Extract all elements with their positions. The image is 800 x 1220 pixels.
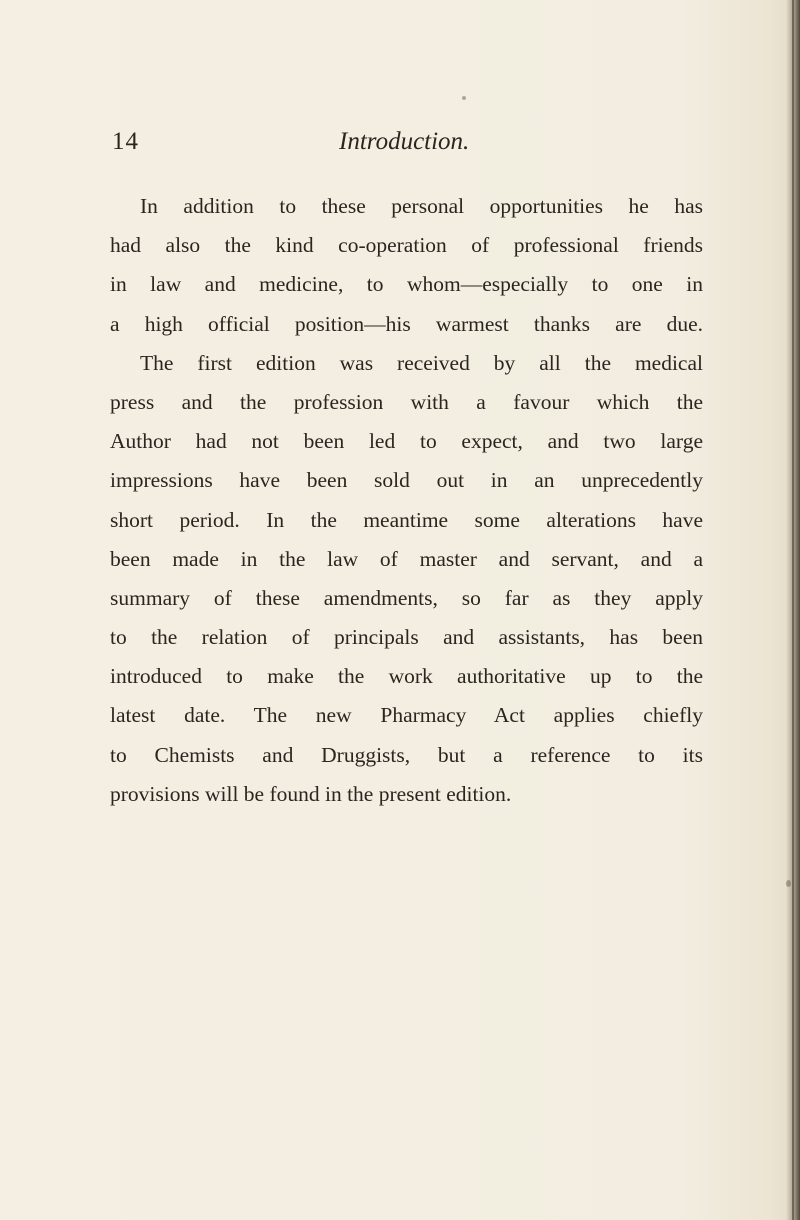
text-line: In addition to these personal opportunities he has	[140, 194, 703, 218]
page-edge-line	[792, 0, 794, 1220]
text-line: introduced to make the work authoritative up to the	[110, 664, 703, 689]
paragraph	[110, 344, 703, 814]
text-line: to the relation of principals and assistants, has been	[110, 625, 703, 650]
page-number: 14	[112, 128, 139, 155]
text-line: a high official position—his warmest thanks are due.	[110, 311, 703, 336]
paper-speck	[462, 96, 466, 100]
text-line: The first edition was received by all the medical	[140, 350, 703, 375]
text-line: press and the profession with a favour which the	[110, 389, 703, 414]
text-line: Author had not been led to expect, and two large	[110, 429, 703, 454]
text-line: short period. In the meantime some alterations have	[110, 507, 703, 532]
text-line: to Chemists and Druggists, but a reference to its	[110, 742, 703, 767]
text-line: provisions will be found in the present edition.	[110, 781, 512, 806]
text-line: latest date. The new Pharmacy Act applies chiefly	[110, 703, 703, 728]
text-line: in law and medicine, to whom—especially to one in	[110, 272, 703, 297]
running-title: Introduction.	[339, 128, 470, 155]
text-line: had also the kind co-operation of professional friends	[110, 233, 703, 258]
body-text	[110, 187, 703, 814]
running-header	[112, 128, 712, 162]
text-line: summary of these amendments, so far as they apply	[110, 585, 703, 610]
paragraph	[110, 187, 703, 344]
text-line: impressions have been sold out in an unprecedently	[110, 468, 703, 493]
paper-speck	[786, 880, 791, 887]
text-line: been made in the law of master and servant, and a	[110, 546, 703, 571]
